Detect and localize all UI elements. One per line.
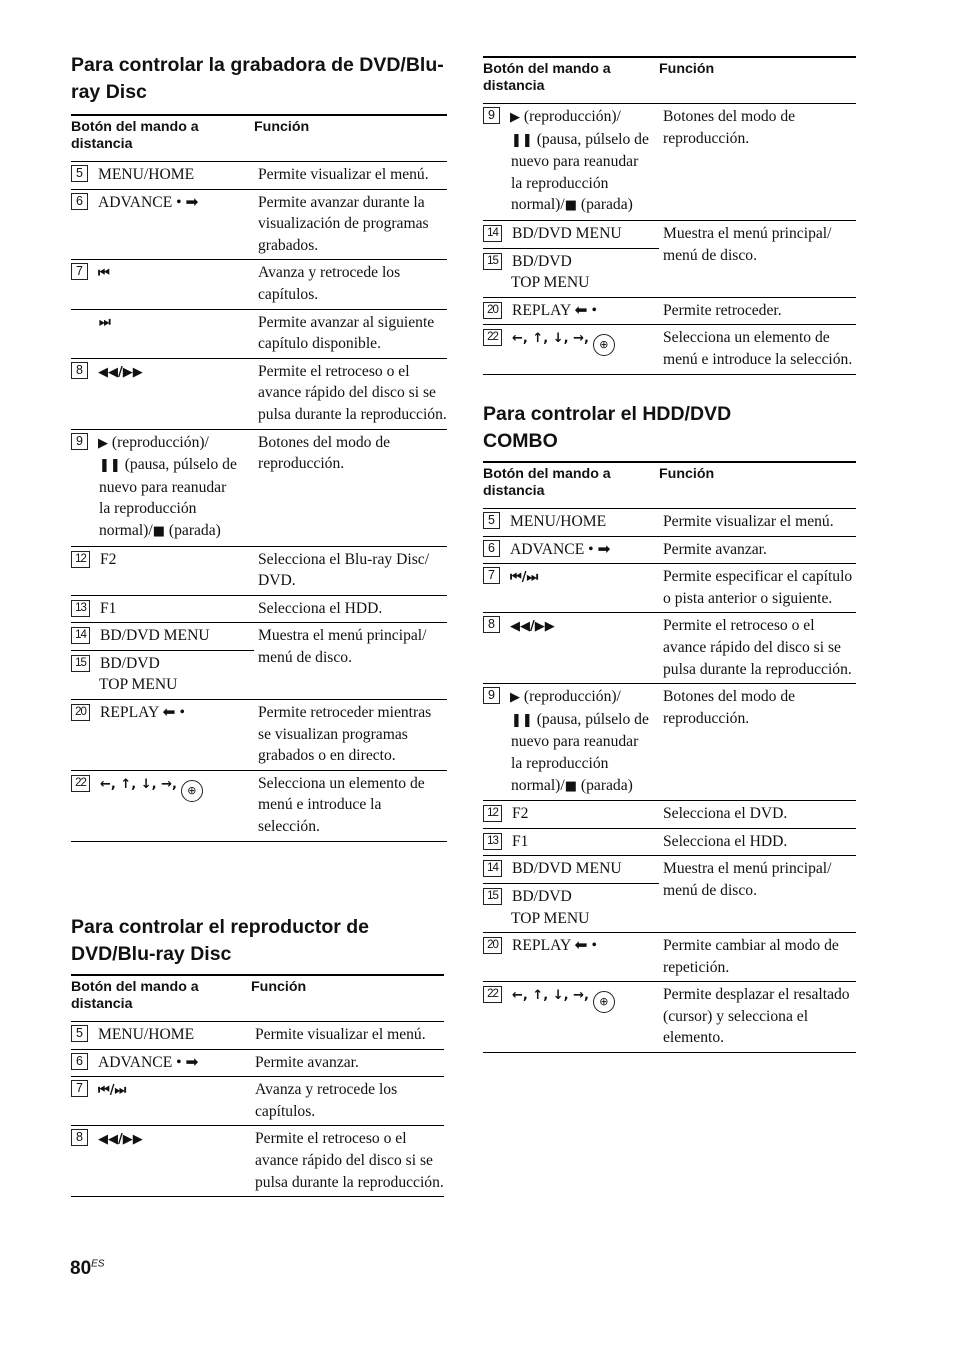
section-bd-player (71, 914, 444, 1197)
key-label: BD/DVD (512, 887, 572, 905)
key-label: la reproducción (99, 500, 197, 518)
function-text: Permite visualizar el menú. (254, 162, 447, 190)
item-number: 20 (483, 937, 502, 954)
key-label: BD/DVD MENU (100, 627, 210, 645)
function-text: Botones del modo de reproducción. (659, 684, 856, 801)
header-key: Botón del mando a distancia (483, 57, 659, 104)
key-label: MENU/HOME (510, 513, 607, 530)
item-number: 9 (483, 687, 500, 704)
function-text: Permite cambiar al modo de repetición. (659, 933, 856, 982)
section-bd-player-continued (483, 56, 856, 375)
item-number: 6 (483, 540, 500, 557)
key-label: (parada) (168, 521, 221, 539)
table-row (483, 509, 856, 537)
key-label: TOP MENU (511, 274, 590, 292)
table-row (483, 564, 856, 613)
prev-next-icon: ⏮/⏭ (98, 1083, 127, 1099)
header-func: Función (659, 57, 856, 104)
function-text: Botones del modo de reproducción. (659, 104, 856, 221)
function-text: Avanza y retrocede los capítulos. (254, 260, 447, 309)
item-number: 9 (71, 433, 88, 450)
table-row (483, 982, 856, 1053)
function-text: Muestra el menú principal/ menú de disco. (659, 220, 856, 297)
function-text: Selecciona un elemento de menú e introduce la selección. (254, 770, 447, 841)
item-number: 8 (483, 616, 500, 633)
table-row (483, 933, 856, 982)
table-row (483, 220, 856, 248)
table-row (71, 162, 447, 190)
prev-icon: ⏮ (98, 266, 110, 282)
key-label: F1 (512, 832, 529, 850)
item-number: 8 (71, 1129, 88, 1146)
key-label: normal)/ (511, 196, 565, 214)
item-number: 12 (483, 805, 502, 822)
item-number: 7 (483, 567, 500, 584)
item-number: 5 (483, 512, 500, 529)
function-text: Avanza y retrocede los capítulos. (251, 1077, 444, 1126)
key-label: REPLAY ⬅ • (100, 704, 185, 722)
key-label: MENU/HOME (98, 166, 195, 183)
key-label: normal)/ (99, 521, 153, 539)
function-table (483, 461, 856, 1053)
key-label: REPLAY ⬅ • (512, 937, 597, 955)
key-label: (pausa, púlselo de (536, 710, 649, 728)
key-label: ADVANCE • ➡ (98, 193, 199, 211)
table-row (71, 429, 447, 546)
key-label: BD/DVD MENU (512, 860, 622, 878)
key-label: la reproducción (511, 754, 609, 772)
key-label: nuevo para reanudar (511, 733, 639, 751)
table-row (71, 260, 447, 309)
function-text: Selecciona el HDD. (254, 595, 447, 623)
table-row (483, 801, 856, 829)
key-label: TOP MENU (99, 676, 178, 694)
item-number: 9 (483, 107, 500, 124)
section-hdd-combo (483, 401, 856, 1053)
table-row (71, 1022, 444, 1050)
table-row (483, 613, 856, 684)
rewind-forward-icon: ◀◀/▶▶ (98, 1132, 143, 1148)
item-number: 20 (71, 704, 90, 721)
table-row (483, 684, 856, 801)
table-row (71, 623, 447, 651)
item-number: 15 (483, 888, 502, 905)
key-label: la reproducción (511, 174, 609, 192)
function-text: Permite avanzar al siguiente capítulo disponible. (254, 309, 447, 358)
item-number: 22 (483, 329, 502, 346)
table-row (71, 770, 447, 841)
item-number: 7 (71, 263, 88, 280)
function-text: Selecciona el HDD. (659, 828, 856, 856)
key-label: nuevo para reanudar (99, 478, 227, 496)
function-table (71, 974, 444, 1197)
section-title: Para controlar el HDD/DVD COMBO (483, 403, 732, 452)
function-text: Permite especificar el capítulo o pista anterior o siguiente. (659, 564, 856, 613)
key-label: REPLAY ⬅ • (512, 301, 597, 319)
table-row (71, 700, 447, 771)
header-func: Función (659, 462, 856, 509)
function-table (483, 56, 856, 375)
key-label: (reproducción)/ (523, 688, 621, 706)
key-label: (reproducción)/ (523, 108, 621, 125)
key-label: (parada) (580, 196, 633, 214)
function-text: Muestra el menú principal/ menú de disco. (254, 623, 447, 700)
page-number-suffix: ES (91, 1258, 105, 1270)
prev-next-icon: ⏮/⏭ (510, 570, 539, 586)
item-number: 15 (483, 253, 502, 270)
key-label: (pausa, púlselo de (124, 456, 237, 474)
key-label: nuevo para reanudar (511, 153, 639, 171)
page-number (70, 1258, 104, 1280)
rewind-forward-icon: ◀◀/▶▶ (510, 619, 555, 635)
function-text: Selecciona el Blu-ray Disc/ DVD. (254, 546, 447, 595)
header-func: Función (251, 975, 444, 1022)
item-number: 13 (483, 833, 502, 850)
play-icon: ▶ (510, 110, 520, 125)
item-number: 7 (71, 1080, 88, 1097)
section-title: Para controlar la grabadora de DVD/Blu-ray Disc (71, 54, 444, 103)
play-icon: ▶ (98, 435, 108, 451)
item-number: 5 (71, 165, 88, 182)
table-row (483, 325, 856, 374)
table-row (483, 104, 856, 221)
item-number: 5 (71, 1025, 88, 1042)
function-text: Botones del modo de reproducción. (254, 429, 447, 546)
key-label: TOP MENU (511, 909, 590, 927)
item-number: 12 (71, 551, 90, 568)
key-label: BD/DVD (100, 654, 160, 672)
header-func: Función (254, 115, 447, 162)
table-row (71, 1126, 444, 1197)
function-text: Permite retroceder. (659, 297, 856, 325)
function-text: Selecciona el DVD. (659, 801, 856, 829)
item-number: 14 (483, 225, 502, 242)
key-label: (pausa, púlselo de (536, 130, 649, 148)
stop-icon: ■ (152, 523, 165, 539)
table-row (483, 856, 856, 884)
enter-circle-icon: ⊕ (181, 780, 203, 802)
table-row (71, 358, 447, 429)
table-header (71, 115, 447, 162)
key-label: BD/DVD (512, 252, 572, 270)
stop-icon: ■ (564, 778, 577, 794)
rewind-forward-icon: ◀◀/▶▶ (98, 364, 143, 380)
key-label: normal)/ (511, 776, 565, 794)
function-text: Permite el retroceso o el avance rápido del disco si se pulsa durante la reproducción. (254, 358, 447, 429)
item-number: 20 (483, 302, 502, 319)
next-icon: ⏭ (99, 314, 111, 330)
function-table (71, 114, 447, 842)
pause-icon: ❚❚ (99, 458, 121, 474)
arrow-keys-icon: ←, ↑, ↓, →, (100, 776, 177, 792)
table-header (483, 462, 856, 509)
table-row (71, 189, 447, 260)
arrow-keys-icon: ←, ↑, ↓, →, (512, 331, 589, 347)
item-number: 6 (71, 193, 88, 210)
table-row (71, 1077, 444, 1126)
key-label: ADVANCE • ➡ (98, 1053, 199, 1071)
key-label: BD/DVD MENU (512, 224, 622, 242)
table-row (483, 536, 856, 564)
function-text: Permite el retroceso o el avance rápido del disco si se pulsa durante la reproducción. (659, 613, 856, 684)
pause-icon: ❚❚ (511, 712, 533, 728)
item-number: 14 (71, 627, 90, 644)
item-number: 15 (71, 655, 90, 672)
section-title: Para controlar el reproductor de DVD/Blu-ray Disc (71, 916, 369, 965)
key-label: MENU/HOME (98, 1026, 195, 1043)
header-key: Botón del mando a distancia (71, 975, 251, 1022)
table-row (71, 1049, 444, 1077)
item-number: 6 (71, 1053, 88, 1070)
table-row (483, 828, 856, 856)
item-number: 13 (71, 600, 90, 617)
table-row (71, 546, 447, 595)
function-text: Muestra el menú principal/ menú de disco. (659, 856, 856, 933)
key-label: F2 (512, 805, 529, 823)
function-text: Permite el retroceso o el avance rápido del disco si se pulsa durante la reproducción. (251, 1126, 444, 1197)
enter-circle-icon: ⊕ (593, 991, 615, 1013)
function-text: Permite retroceder mientras se visualizan programas grabados o en directo. (254, 700, 447, 771)
table-row (71, 595, 447, 623)
function-text: Permite avanzar. (659, 536, 856, 564)
section-dvd-recorder (71, 52, 447, 842)
key-label: (parada) (580, 776, 633, 794)
play-icon: ▶ (510, 690, 520, 706)
page-number-value: 80 (70, 1258, 92, 1279)
function-text: Permite visualizar el menú. (659, 509, 856, 537)
table-header (71, 975, 444, 1022)
table-row (71, 309, 447, 358)
item-number: 14 (483, 860, 502, 877)
function-text: Permite desplazar el resaltado (cursor) y selecciona el elemento. (659, 982, 856, 1053)
key-label: (reproducción)/ (111, 433, 209, 451)
pause-icon: ❚❚ (511, 132, 533, 148)
stop-icon: ■ (564, 198, 577, 214)
item-number: 8 (71, 362, 88, 379)
item-number: 22 (483, 986, 502, 1003)
key-label: F2 (100, 550, 117, 568)
key-label: F1 (100, 599, 117, 617)
table-row (483, 297, 856, 325)
header-key: Botón del mando a distancia (483, 462, 659, 509)
function-text: Permite visualizar el menú. (251, 1022, 444, 1050)
table-header (483, 57, 856, 104)
function-text: Permite avanzar durante la visualización de programas grabados. (254, 189, 447, 260)
function-text: Permite avanzar. (251, 1049, 444, 1077)
header-key: Botón del mando a distancia (71, 115, 254, 162)
item-number: 22 (71, 775, 90, 792)
arrow-keys-icon: ←, ↑, ↓, →, (512, 988, 589, 1004)
key-label: ADVANCE • ➡ (510, 540, 611, 558)
function-text: Selecciona un elemento de menú e introduce la selección. (659, 325, 856, 374)
enter-circle-icon: ⊕ (593, 334, 615, 356)
